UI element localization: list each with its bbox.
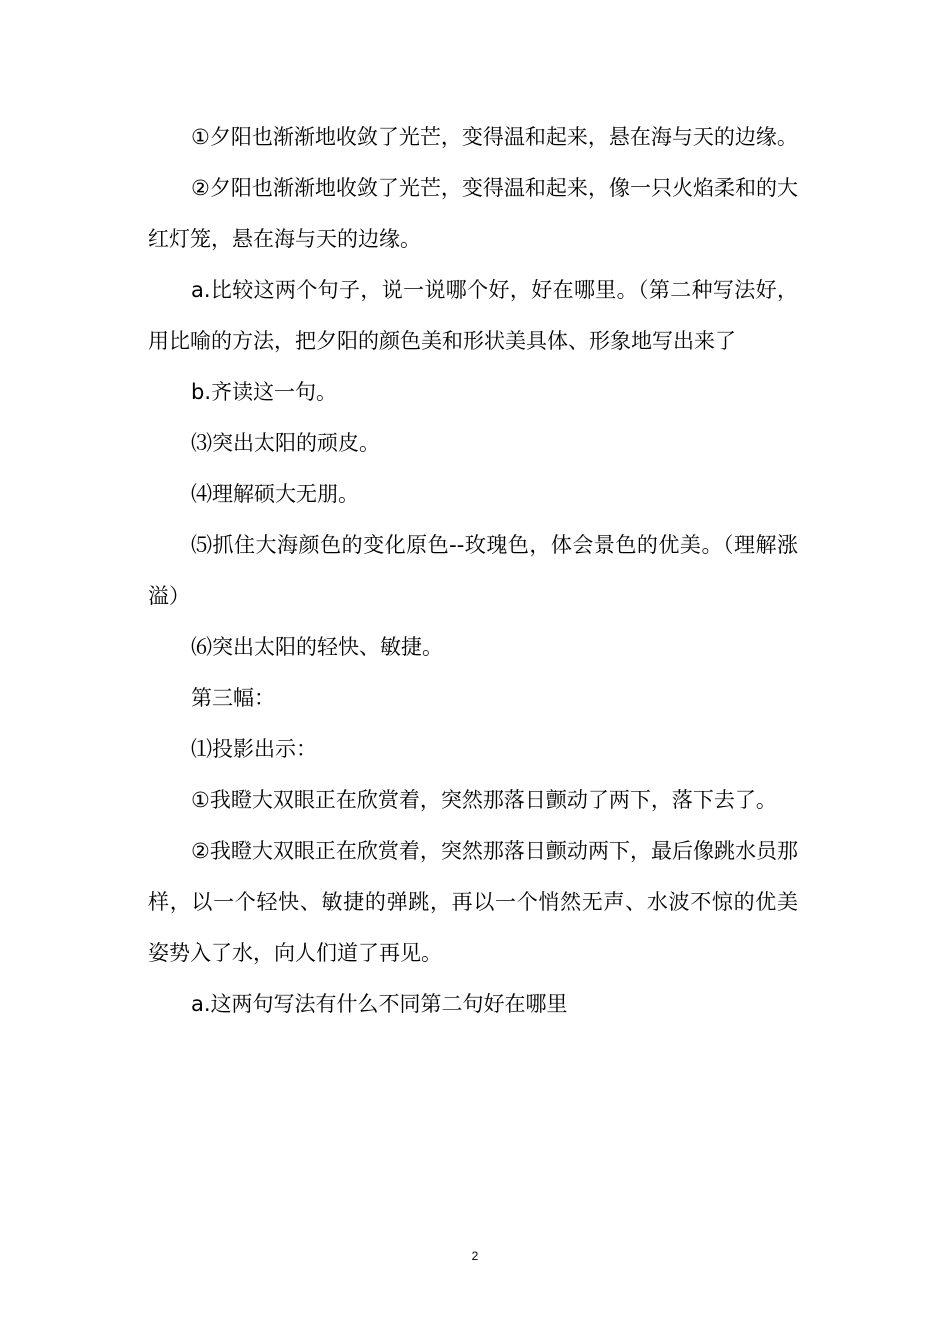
page-number: 2 [471, 1249, 479, 1263]
paragraph: ①我瞪大双眼正在欣赏着，突然那落日颤动了两下，落下去了。 [191, 788, 777, 812]
paragraph: b.齐读这一句。 [191, 380, 338, 404]
document-body [148, 112, 798, 1030]
paragraph: a.比较这两个句子，说一说哪个好，好在哪里。（第二种写法好，用比喻的方法，把夕阳的颜色美和形状美具体、形象地写出来了 [148, 278, 798, 353]
paragraph: a.这两句写法有什么不同第二句好在哪里 [191, 992, 568, 1016]
paragraph: ⑶突出太阳的顽皮。 [191, 431, 380, 455]
paragraph: ①夕阳也渐渐地收敛了光芒，变得温和起来，悬在海与天的边缘。 [191, 125, 798, 149]
paragraph: ②我瞪大双眼正在欣赏着，突然那落日颤动两下，最后像跳水员那样，以一个轻快、敏捷的弹跳，再以一个悄然无声、水波不惊的优美姿势入了水，向人们道了再见。 [148, 839, 798, 965]
section-heading: 第三幅： [191, 686, 275, 710]
paragraph: ⑹突出太阳的轻快、敏捷。 [191, 635, 443, 659]
paragraph: ⑸抓住大海颜色的变化原色--玫瑰色，体会景色的优美。（理解涨溢） [148, 533, 798, 608]
paragraph: ②夕阳也渐渐地收敛了光芒，变得温和起来，像一只火焰柔和的大红灯笼，悬在海与天的边缘。 [148, 176, 798, 251]
paragraph: ⑴投影出示： [191, 737, 317, 761]
paragraph: ⑷理解硕大无朋。 [191, 482, 359, 506]
